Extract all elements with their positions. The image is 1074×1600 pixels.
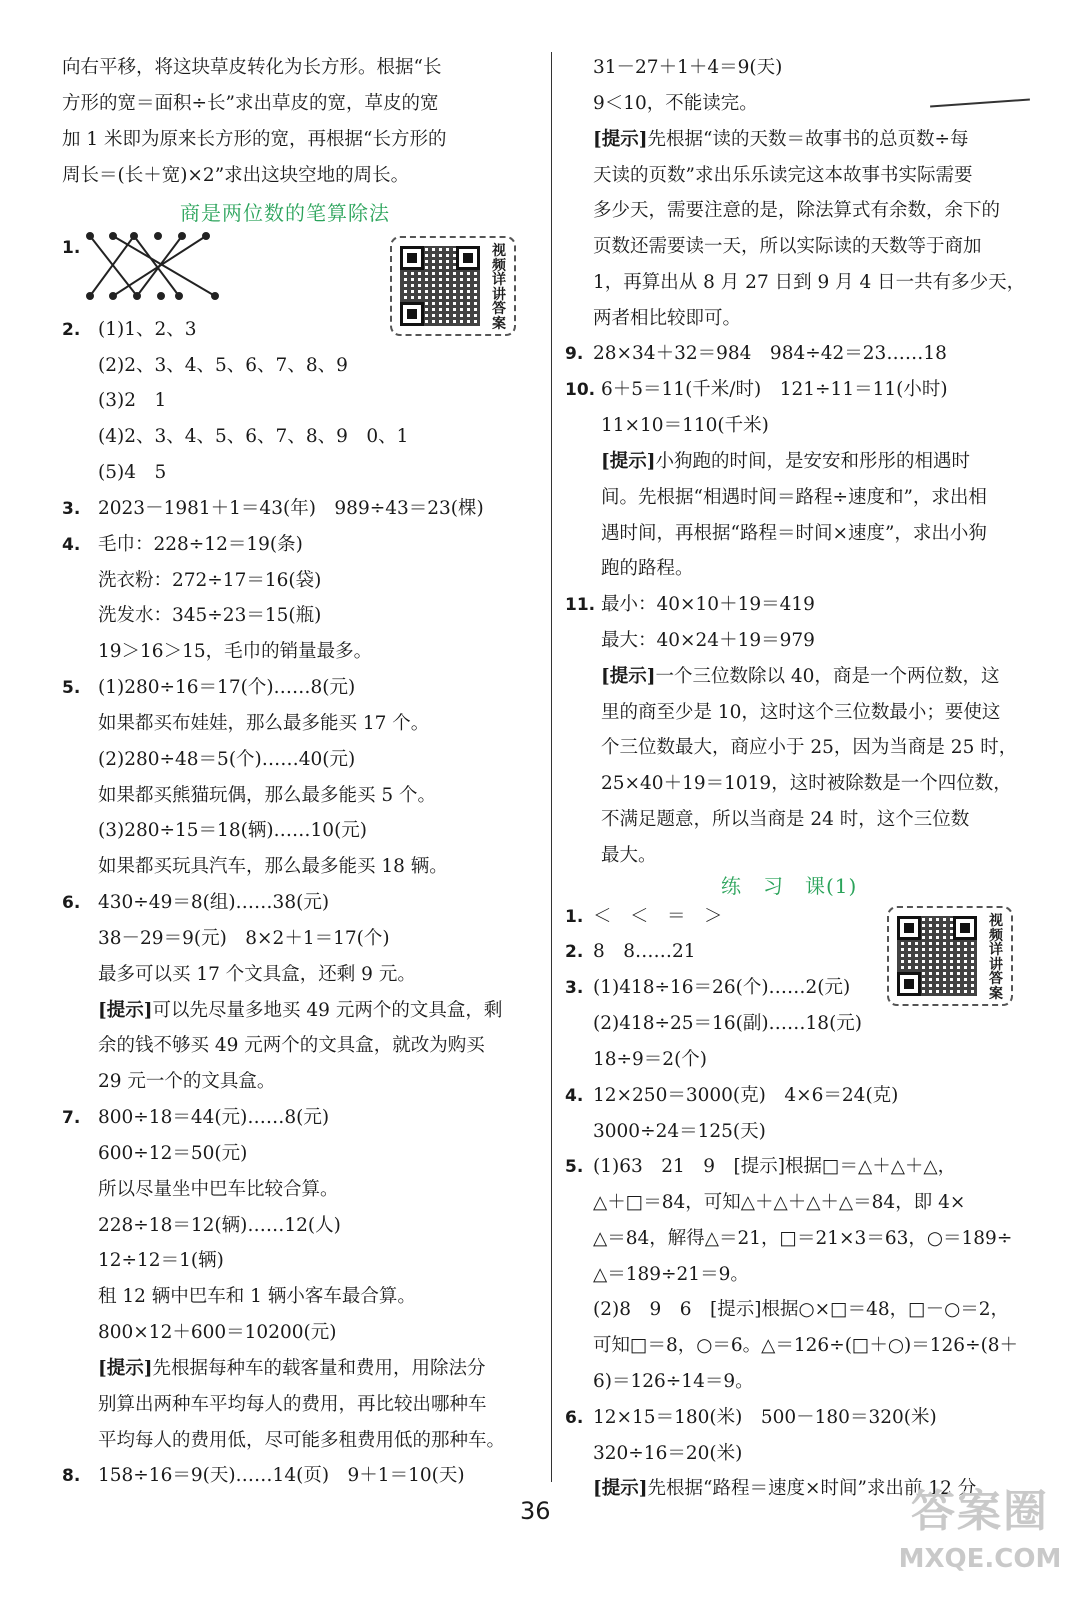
tip-line: 平均每人的费用低，尽可能多租费用低的那种车。 <box>98 1430 506 1451</box>
answer-line: (2)418÷25＝16(副)……18(元) <box>593 1013 863 1034</box>
question-number: 10. <box>565 380 596 400</box>
answer-line: 2023－1981＋1＝43(年) 989÷43＝23(棵) <box>98 498 484 519</box>
answer-line: 600÷12＝50(元) <box>98 1143 248 1164</box>
matching-diagram <box>82 228 222 304</box>
question-number: 2. <box>565 942 584 962</box>
answer-line: △＋□＝84，可知△＋△＋△＋△＝84，即 4× <box>593 1192 966 1213</box>
tip-line <box>98 999 502 1023</box>
question-number: 5. <box>565 1157 584 1177</box>
tip-line: 1，再算出从 8 月 27 日到 9 月 4 日一共有多少天， <box>593 272 1026 293</box>
answer-line: 11×10＝110(千米) <box>601 415 769 436</box>
page-number: 36 <box>520 1497 551 1525</box>
tip-line <box>601 450 970 474</box>
tip-line <box>601 665 999 689</box>
tip-tag: [提示] <box>601 451 656 472</box>
answer-line: (1)418÷16＝26(个)……2(元) <box>593 977 851 998</box>
tip-text: 可以先尽量多地买 49 元两个的文具盒，剩 <box>152 1000 503 1021</box>
qr-label: 视频详讲答案 <box>989 913 1003 1002</box>
answer-line: 所以尽量坐中巴车比较合算。 <box>98 1179 339 1200</box>
divider-stroke <box>930 99 1030 108</box>
answer-line: (2)280÷48＝5(个)……40(元) <box>98 749 356 770</box>
section-title: 练 习 课(1) <box>721 874 858 898</box>
answer-line: 可知□＝8，○＝6。△＝126÷(□＋○)＝126÷(8＋ <box>593 1335 1019 1356</box>
intro-line: 向右平移，将这块草皮转化为长方形。根据“长 <box>62 57 442 78</box>
tip-line: 25×40＋19＝1019，这时被除数是一个四位数， <box>601 773 1012 794</box>
answer-line: 19＞16＞15，毛巾的销量最多。 <box>98 641 373 662</box>
question-number: 3. <box>565 978 584 998</box>
tip-text: 一个三位数除以 40，商是一个两位数，这 <box>655 666 1000 687</box>
qr-code-box[interactable] <box>887 906 1013 1006</box>
answer-line: 最多可以买 17 个文具盒，还剩 9 元。 <box>98 964 416 985</box>
answer-line: ＜ ＜ ＝ ＞ <box>593 906 723 927</box>
question-number: 11. <box>565 595 596 615</box>
answer-line: 320÷16＝20(米) <box>593 1443 743 1464</box>
qr-code-box[interactable] <box>390 236 516 336</box>
tip-line: 不满足题意，所以当商是 24 时，这个三位数 <box>601 809 970 830</box>
tip-text: 先根据“路程＝速度×时间”求出前 12 分 <box>647 1478 977 1499</box>
question-number: 7. <box>62 1108 81 1128</box>
question-number: 1. <box>565 907 584 927</box>
question-number: 3. <box>62 499 81 519</box>
tip-line: 页数还需要读一天，所以实际读的天数等于商加 <box>593 236 982 257</box>
question-number: 6. <box>62 893 81 913</box>
question-number: 6. <box>565 1408 584 1428</box>
answer-line: 如果都买玩具汽车，那么最多能买 18 辆。 <box>98 856 448 877</box>
answer-line: 3000÷24＝125(天) <box>593 1121 766 1142</box>
answer-line: 12×15＝180(米) 500－180＝320(米) <box>593 1407 937 1428</box>
answer-line: (1)1、2、3 <box>98 319 197 340</box>
tip-text: 小狗跑的时间，是安安和彤彤的相遇时 <box>655 451 971 472</box>
answer-line: (2)2、3、4、5、6、7、8、9 <box>98 355 348 376</box>
answer-line: 最大：40×24＋19＝979 <box>601 630 815 651</box>
question-number: 4. <box>62 535 81 555</box>
answer-line: 158÷16＝9(天)……14(页) 9＋1＝10(天) <box>98 1465 465 1486</box>
answer-line: 毛巾：228÷12＝19(条) <box>98 534 303 555</box>
qr-finder-icon <box>456 246 480 270</box>
answer-line: 洗发水：345÷23＝15(瓶) <box>98 605 322 626</box>
answer-line: 租 12 辆中巴车和 1 辆小客车最合算。 <box>98 1286 416 1307</box>
question-number: 1. <box>62 238 81 258</box>
tip-tag: [提示] <box>601 666 656 687</box>
answer-line: 如果都买熊猫玩偶，那么最多能买 5 个。 <box>98 785 437 806</box>
tip-line: 余的钱不够买 49 元两个的文具盒，就改为购买 <box>98 1035 485 1056</box>
qr-finder-icon <box>400 246 424 270</box>
question-number: 9. <box>565 344 584 364</box>
tip-line: 间。先根据“相遇时间＝路程÷速度和”，求出相 <box>601 487 987 508</box>
tip-line <box>593 128 968 152</box>
answer-line: 6＋5＝11(千米/时) 121÷11＝11(小时) <box>601 379 948 400</box>
watermark-url: MXQE.COM <box>898 1544 1062 1574</box>
answer-line: (3)280÷15＝18(辆)……10(元) <box>98 820 368 841</box>
answer-line: (1)280÷16＝17(个)……8(元) <box>98 677 356 698</box>
tip-text: 先根据每种车的载客量和费用，用除法分 <box>152 1358 486 1379</box>
answer-line: (4)2、3、4、5、6、7、8、9 0、1 <box>98 426 409 447</box>
answer-line: 228÷18＝12(辆)……12(人) <box>98 1215 341 1236</box>
tip-tag: [提示] <box>593 1478 648 1499</box>
answer-line: 28×34＋32＝984 984÷42＝23……18 <box>593 343 947 364</box>
tip-line: 两者相比较即可。 <box>593 308 742 329</box>
qr-label: 视频详讲答案 <box>492 243 506 332</box>
qr-finder-icon <box>897 972 921 996</box>
question-number: 8. <box>62 1466 81 1486</box>
tip-line: 别算出两种车平均每人的费用，再比较出哪种车 <box>98 1394 487 1415</box>
answer-line: 如果都买布娃娃，那么最多能买 17 个。 <box>98 713 430 734</box>
tip-line: 29 元一个的文具盒。 <box>98 1071 276 1092</box>
intro-line: 周长＝(长＋宽)×2”求出这块空地的周长。 <box>62 165 410 186</box>
answer-line: 9＜10，不能读完。 <box>593 93 758 114</box>
answer-line: △＝84，解得△＝21，□＝21×3＝63，○＝189÷ <box>593 1228 1013 1249</box>
qr-finder-icon <box>953 916 977 940</box>
question-number: 2. <box>62 320 81 340</box>
answer-line: 6)＝126÷14＝9。 <box>593 1371 754 1392</box>
answer-line: 430÷49＝8(组)……38(元) <box>98 892 330 913</box>
qr-finder-icon <box>897 916 921 940</box>
question-number: 4. <box>565 1086 584 1106</box>
tip-line: 最大。 <box>601 845 657 866</box>
answer-line: 最小：40×10＋19＝419 <box>601 594 815 615</box>
intro-line: 方形的宽＝面积÷长”求出草皮的宽，草皮的宽 <box>62 93 439 114</box>
watermark-logo: 答案圈 <box>911 1486 1049 1537</box>
tip-line: 跑的路程。 <box>601 558 694 579</box>
tip-line <box>98 1357 486 1381</box>
column-divider <box>551 52 552 1482</box>
answer-line: 8 8……21 <box>593 941 696 962</box>
intro-line: 加 1 米即为原来长方形的宽，再根据“长方形的 <box>62 129 447 150</box>
tip-line: 里的商至少是 10，这时这个三位数最小；要使这 <box>601 702 1001 723</box>
answer-line: (2)8 9 6 [提示]根据○×□＝48，□－○＝2， <box>593 1299 1010 1320</box>
tip-line: 多少天，需要注意的是，除法算式有余数，余下的 <box>593 200 1001 221</box>
tip-line: 天读的页数”求出乐乐读完这本故事书实际需要 <box>593 165 973 186</box>
answer-line: 12×250＝3000(克) 4×6＝24(克) <box>593 1085 899 1106</box>
tip-line: 个三位数最大，商应小于 25，因为当商是 25 时， <box>601 737 1018 758</box>
answer-line: 800×12＋600＝10200(元) <box>98 1322 337 1343</box>
answer-line: 38－29＝9(元) 8×2＋1＝17(个) <box>98 928 390 949</box>
answer-line: 12÷12＝1(辆) <box>98 1250 224 1271</box>
watermark <box>895 1480 1065 1590</box>
tip-tag: [提示] <box>98 1358 153 1379</box>
tip-line: 遇时间，再根据“路程＝时间×速度”，求出小狗 <box>601 523 987 544</box>
tip-text: 先根据“读的天数＝故事书的总页数÷每 <box>647 129 969 150</box>
answer-line: 31－27＋1＋4＝9(天) <box>593 57 783 78</box>
answer-line: 800÷18＝44(元)……8(元) <box>98 1107 330 1128</box>
answer-line: 洗衣粉：272÷17＝16(袋) <box>98 570 322 591</box>
tip-tag: [提示] <box>98 1000 153 1021</box>
section-title: 商是两位数的笔算除法 <box>180 201 390 225</box>
tip-tag: [提示] <box>593 129 648 150</box>
answer-line: (3)2 1 <box>98 390 167 411</box>
question-number: 5. <box>62 678 81 698</box>
qr-finder-icon <box>400 302 424 326</box>
answer-line: △＝189÷21＝9。 <box>593 1264 749 1285</box>
answer-line: 18÷9＝2(个) <box>593 1049 708 1070</box>
answer-line: (5)4 5 <box>98 462 167 483</box>
answer-line: (1)63 21 9 [提示]根据□＝△＋△＋△， <box>593 1156 957 1177</box>
